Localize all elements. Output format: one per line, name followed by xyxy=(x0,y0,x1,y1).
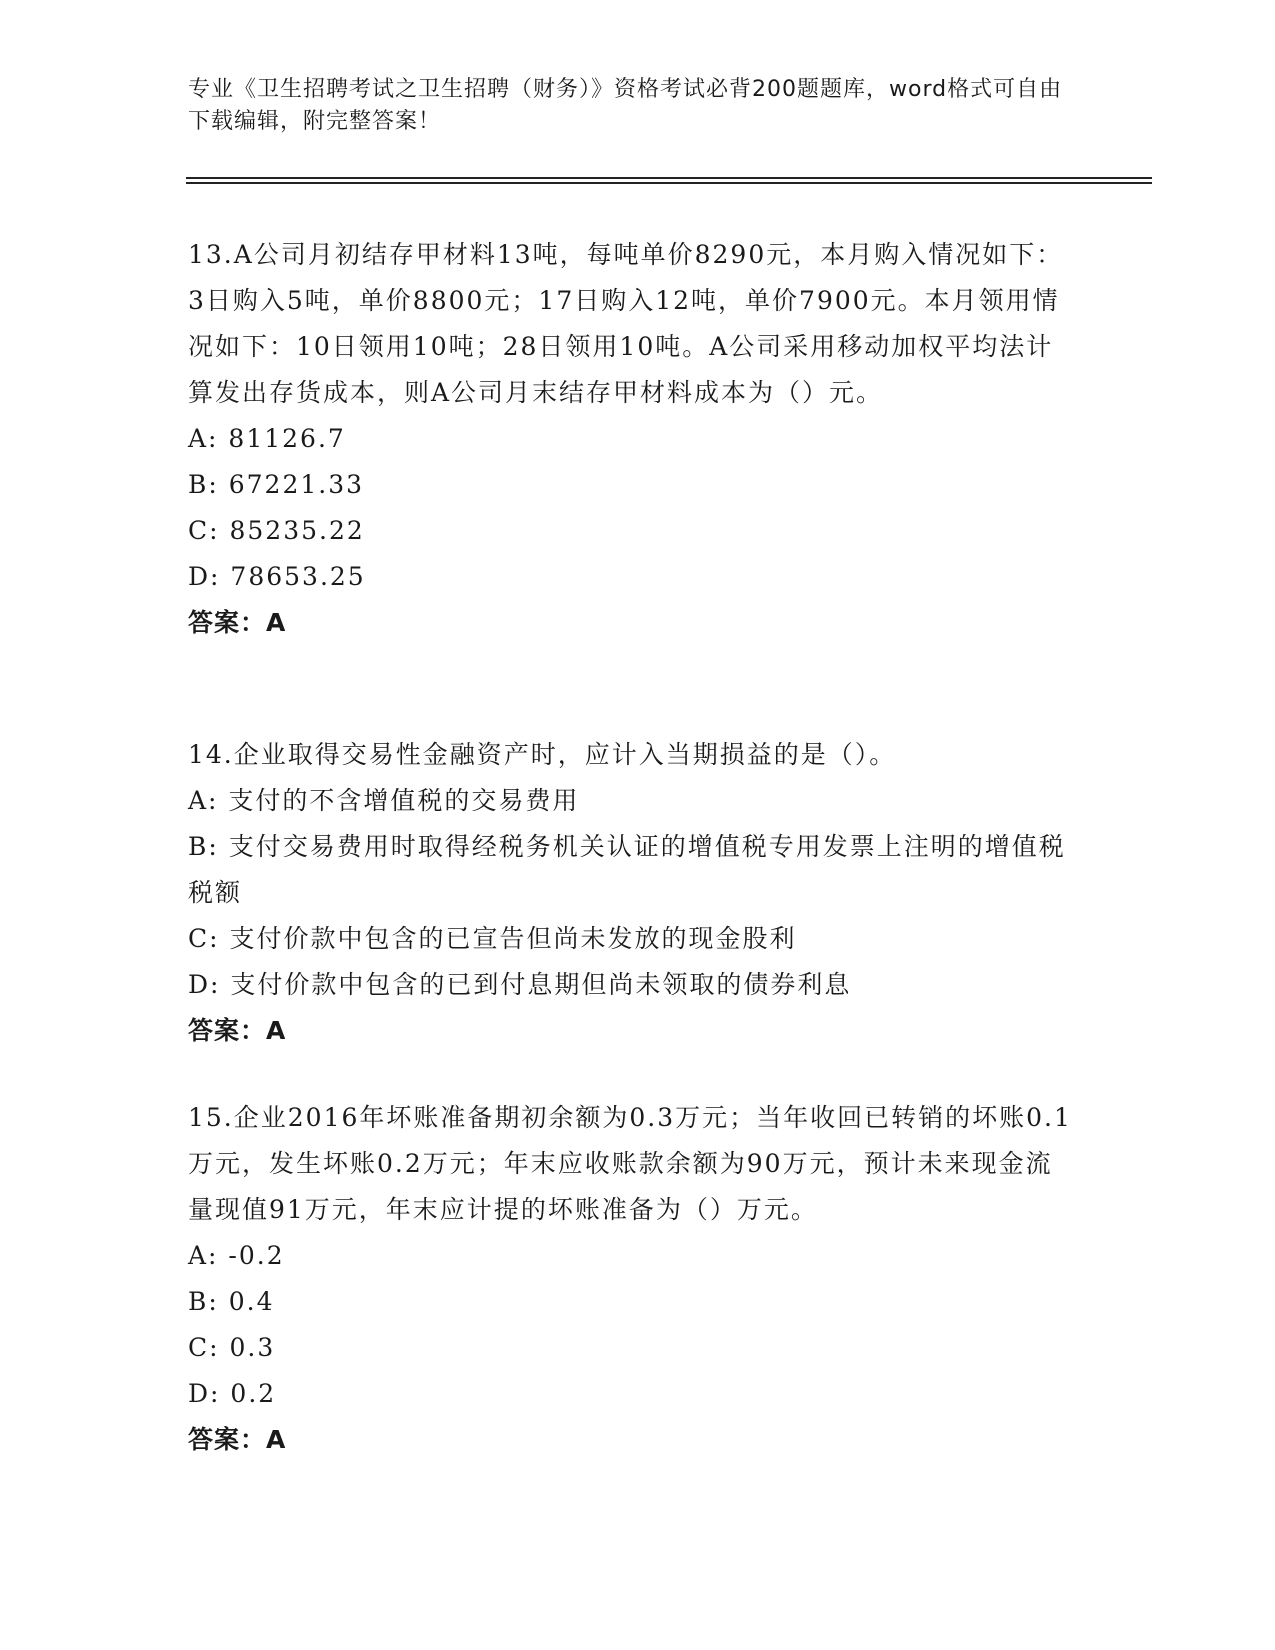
option-a: A: -0.2 xyxy=(188,1241,285,1270)
answer: 答案：A xyxy=(188,1016,287,1045)
document-header: 专业《卫生招聘考试之卫生招聘（财务）》资格考试必背200题题库，word格式可自由下载编辑，附完整答案！ xyxy=(188,77,1063,134)
header-divider xyxy=(186,177,1152,184)
option-a: A: 支付的不含增值税的交易费用 xyxy=(188,786,580,815)
option-b: B: 支付交易费用时取得经税务机关认证的增值税专用发票上注明的增值税税额 xyxy=(188,832,1066,907)
question-15 xyxy=(188,1095,1078,1463)
option-c: C: 0.3 xyxy=(188,1333,276,1362)
question-14 xyxy=(188,732,1078,1054)
option-d: D: 0.2 xyxy=(188,1379,277,1408)
option-c: C: 85235.22 xyxy=(188,516,365,545)
option-a: A: 81126.7 xyxy=(188,424,346,453)
option-c: C: 支付价款中包含的已宣告但尚未发放的现金股利 xyxy=(188,924,797,953)
question-stem: 15.企业2016年坏账准备期初余额为0.3万元；当年收回已转销的坏账0.1万元，发生坏账0.2万元；年末应收账款余额为90万元，预计未来现金流量现值91万元，年末应计提的坏账准备为（）万元。 xyxy=(188,1103,1072,1224)
option-d: D: 支付价款中包含的已到付息期但尚未领取的债券利息 xyxy=(188,970,852,999)
option-d: D: 78653.25 xyxy=(188,562,366,591)
answer: 答案：A xyxy=(188,608,287,637)
option-b: B: 67221.33 xyxy=(188,470,365,499)
question-13 xyxy=(188,232,1078,646)
question-stem: 13.A公司月初结存甲材料13吨，每吨单价8290元，本月购入情况如下：3日购入5吨，单价8800元；17日购入12吨，单价7900元。本月领用情况如下：10日领用10吨；28日领用10吨。A公司采用移动加权平均法计算发出存货成本，则A公司月末结存甲材料成本为（）元。 xyxy=(188,240,1064,407)
option-b: B: 0.4 xyxy=(188,1287,275,1316)
answer: 答案：A xyxy=(188,1425,287,1454)
question-stem: 14.企业取得交易性金融资产时，应计入当期损益的是（）。 xyxy=(188,740,897,769)
